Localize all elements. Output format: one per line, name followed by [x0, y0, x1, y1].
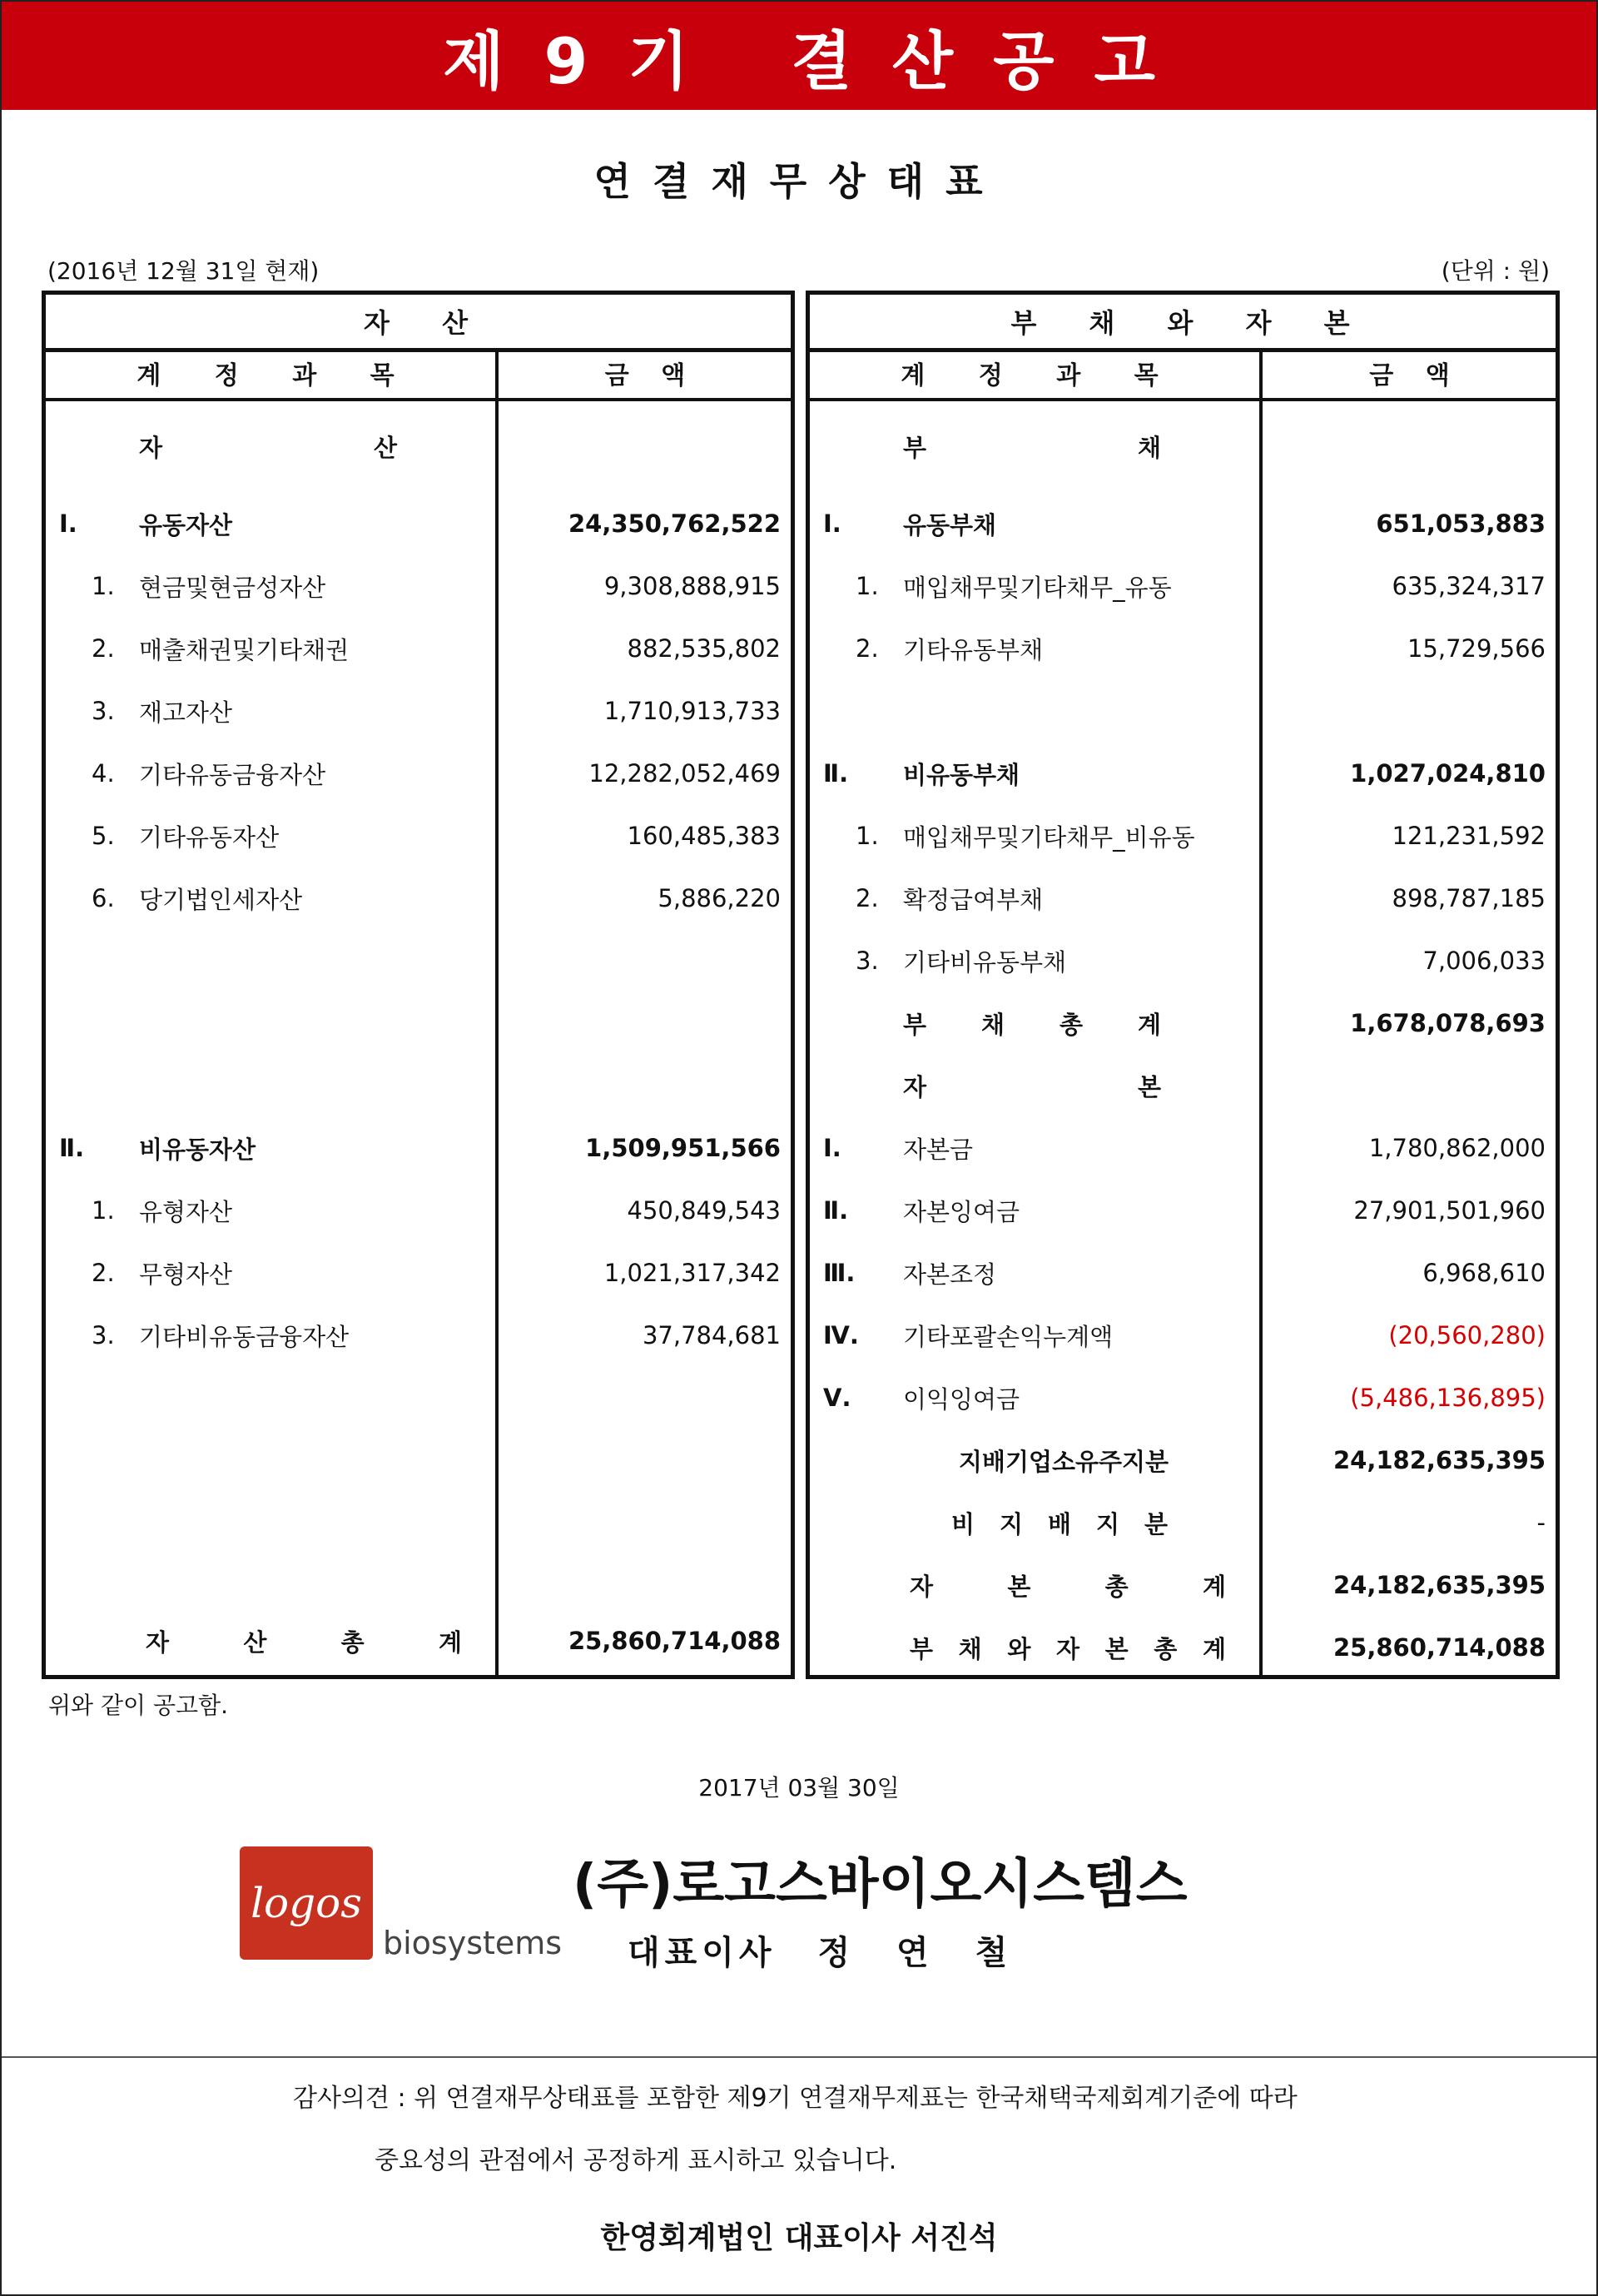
- row-sub-number: 6.: [92, 884, 115, 912]
- account-name: 자본조정: [903, 1260, 997, 1289]
- label-char: 총: [1154, 1634, 1178, 1663]
- liabilities-total-row-label: [903, 992, 1161, 1054]
- date-note: (2016년 12월 31일 현재): [47, 257, 320, 285]
- account-name: 비유동자산: [139, 1135, 256, 1164]
- account-name: 현금및현금성자산: [139, 573, 326, 602]
- row-number: Ⅰ.: [59, 509, 77, 538]
- table-row: [810, 1242, 1556, 1304]
- label-char: 비: [951, 1509, 975, 1538]
- assets-column-header: [46, 348, 791, 401]
- label-char: 분: [1144, 1509, 1168, 1538]
- assets-section-label: [46, 415, 791, 477]
- label-char: 총: [1059, 1010, 1083, 1039]
- company-logo: [240, 1846, 373, 1960]
- account-name: 이익잉여금: [903, 1384, 1020, 1414]
- label-char: 자: [903, 1072, 927, 1101]
- table-row: [810, 1180, 1556, 1241]
- amount: 9,308,888,915: [603, 572, 781, 600]
- row-sub-number: 1.: [92, 1196, 115, 1225]
- account-name: 매출채권및기타채권: [139, 635, 350, 664]
- label-char: 채: [980, 1010, 1005, 1039]
- row-sub-number: 2.: [92, 634, 115, 663]
- table-row: [46, 867, 791, 929]
- amount: 15,729,566: [1407, 634, 1546, 663]
- row-sub-number: 5.: [92, 822, 115, 850]
- label-char: 배: [1047, 1509, 1071, 1538]
- assets-total-row: [46, 1610, 791, 1672]
- account-column-header: 계 정 과 목: [136, 361, 404, 390]
- amount-column-header: 금 액: [1369, 361, 1450, 390]
- table-row: [46, 743, 791, 804]
- amount: 1,027,024,810: [1350, 759, 1546, 788]
- unit-note: (단위 : 원): [1441, 257, 1550, 285]
- non-controlling-row: [810, 1492, 1556, 1553]
- row-number: Ⅱ.: [59, 1134, 85, 1162]
- account-name: 당기법인세자산: [139, 885, 303, 914]
- assets-total-amount: 25,860,714,088: [568, 1627, 781, 1655]
- sign-date: 2017년 03월 30일: [698, 1774, 900, 1802]
- amount: 24,350,762,522: [568, 509, 781, 538]
- assets-section-label-label: [139, 415, 397, 477]
- liabilities-total-row: [810, 992, 1556, 1054]
- amount: 5,886,220: [658, 884, 781, 912]
- company-name: (주)로고스바이오시스템스: [573, 1854, 1188, 1916]
- liabilities-header: 부 채 와 자 본: [810, 295, 1556, 352]
- equity-section-label-label: [903, 1055, 1161, 1116]
- table-row: [46, 555, 791, 617]
- liabilities-section-label-label: [903, 415, 1161, 477]
- amount: 450,849,543: [627, 1196, 781, 1225]
- account-name: 기타비유동금융자산: [139, 1322, 350, 1351]
- table-row: [810, 1117, 1556, 1179]
- equity-total-row-label: [910, 1554, 1226, 1616]
- row-sub-number: 3.: [92, 1321, 115, 1349]
- row-sub-number: 4.: [92, 759, 115, 788]
- label-char: 자: [1055, 1634, 1079, 1663]
- label-char: 지: [999, 1509, 1023, 1538]
- label-char: 자: [910, 1572, 934, 1601]
- table-row: [46, 493, 791, 554]
- table-row: [46, 1305, 791, 1366]
- table-row: [810, 555, 1556, 617]
- row-number: Ⅰ.: [823, 1134, 841, 1162]
- row-number: Ⅳ.: [823, 1321, 859, 1349]
- amount: 651,053,883: [1376, 509, 1546, 538]
- label-char: 본: [1007, 1572, 1031, 1601]
- row-sub-number: 2.: [856, 634, 879, 663]
- assets-table: [42, 291, 795, 1679]
- logo-mark: logos: [251, 1879, 362, 1927]
- account-name: 유동부채: [903, 510, 997, 539]
- page-title: 제9기 결산공고: [443, 23, 1195, 98]
- grand-total-row-label: [910, 1617, 1226, 1678]
- table-row: [810, 867, 1556, 929]
- table-row: [810, 493, 1556, 554]
- amount: (5,486,136,895): [1350, 1384, 1546, 1412]
- account-name: 유동자산: [139, 510, 233, 539]
- amount: 1,509,951,566: [585, 1134, 781, 1162]
- account-name: 기타유동금융자산: [139, 760, 326, 789]
- liabilities-total-amount: 1,678,078,693: [1350, 1009, 1546, 1037]
- account-name: 기타유동부채: [903, 635, 1044, 664]
- label-char: 계: [1202, 1634, 1226, 1663]
- row-number: Ⅰ.: [823, 509, 841, 538]
- grand-total-amount: 25,860,714,088: [1332, 1633, 1546, 1662]
- account-column-header: 계 정 과 목: [901, 361, 1169, 390]
- account-name: 기타비유동부채: [903, 947, 1067, 977]
- table-row: [810, 1367, 1556, 1429]
- account-name: 매입채무및기타채무_비유동: [903, 822, 1195, 852]
- account-name: 재고자산: [139, 698, 233, 727]
- row-number: Ⅱ.: [823, 1196, 849, 1225]
- equity-total-row: [810, 1554, 1556, 1616]
- equity-total-amount: 24,182,635,395: [1332, 1571, 1546, 1599]
- label-char: 산: [243, 1628, 267, 1657]
- auditor-name: 한영회계법인 대표이사 서진석: [600, 2221, 998, 2255]
- controlling-interest-row: [810, 1429, 1556, 1491]
- table-row: [46, 1117, 791, 1179]
- controlling-interest-amount: 24,182,635,395: [1332, 1446, 1546, 1474]
- label-char: 산: [373, 433, 397, 462]
- row-sub-number: 2.: [92, 1259, 115, 1287]
- label-char: 와: [1007, 1634, 1031, 1663]
- row-number: Ⅲ.: [823, 1259, 856, 1287]
- label-char: 부: [903, 1010, 927, 1039]
- label-char: 총: [340, 1628, 365, 1657]
- amount: (20,560,280): [1388, 1321, 1546, 1349]
- non-controlling-amount: -: [1536, 1508, 1546, 1537]
- statement-title: 연결재무상태표: [593, 159, 1005, 204]
- amount: 1,710,913,733: [603, 697, 781, 725]
- account-name: 무형자산: [139, 1260, 233, 1289]
- amount: 898,787,185: [1392, 884, 1546, 912]
- label-char: 본: [1104, 1634, 1129, 1663]
- row-sub-number: 3.: [856, 947, 879, 975]
- account-name: 기타포괄손익누계액: [903, 1322, 1114, 1351]
- amount: 1,021,317,342: [603, 1259, 781, 1287]
- table-row: [46, 1242, 791, 1304]
- row-sub-number: 3.: [92, 697, 115, 725]
- row-number: Ⅱ.: [823, 759, 849, 788]
- row-sub-number: 1.: [92, 572, 115, 600]
- table-row: [810, 1305, 1556, 1366]
- account-name: 자본금: [903, 1135, 974, 1164]
- liabilities-equity-table: [806, 291, 1560, 1679]
- amount: 1,780,862,000: [1368, 1134, 1546, 1162]
- amount: 635,324,317: [1392, 572, 1546, 600]
- amount: 7,006,033: [1422, 947, 1546, 975]
- grand-total-row: [810, 1617, 1556, 1678]
- table-row: [810, 930, 1556, 991]
- table-row: [46, 618, 791, 679]
- audit-opinion-line-1: 감사의견 : 위 연결재무상태표를 포함한 제9기 연결재무제표는 한국채택국제회계기준에 따라: [293, 2084, 1298, 2113]
- label-char: 부: [910, 1634, 934, 1663]
- liabilities-column-header: [810, 348, 1556, 401]
- row-sub-number: 2.: [856, 884, 879, 912]
- label-char: 계: [1137, 1010, 1161, 1039]
- announcement-note: 위와 같이 공고함.: [48, 1692, 229, 1719]
- label-char: 본: [1137, 1072, 1161, 1101]
- table-row: [46, 1180, 791, 1241]
- account-name: 매입채무및기타채무_유동: [903, 573, 1172, 602]
- row-number: Ⅴ.: [823, 1384, 851, 1412]
- non-controlling-row-label: [951, 1492, 1168, 1553]
- assets-header: 자 산: [46, 295, 791, 352]
- label-char: 총: [1104, 1572, 1129, 1601]
- row-sub-number: 1.: [856, 822, 879, 850]
- divider: [2, 2056, 1596, 2058]
- label-char: 자: [146, 1628, 170, 1657]
- table-row: [46, 680, 791, 742]
- label-char: 지: [1095, 1509, 1119, 1538]
- amount: 882,535,802: [627, 634, 781, 663]
- amount: 6,968,610: [1422, 1259, 1546, 1287]
- amount: 121,231,592: [1392, 822, 1546, 850]
- label-char: 부: [903, 433, 927, 462]
- amount-column-header: 금 액: [604, 361, 686, 390]
- label-char: 채: [958, 1634, 982, 1663]
- logo-subtext: biosystems: [383, 1925, 563, 1961]
- account-name: 기타유동자산: [139, 822, 280, 852]
- account-name: 유형자산: [139, 1197, 233, 1226]
- row-sub-number: 1.: [856, 572, 879, 600]
- label-char: 자: [139, 433, 163, 462]
- liabilities-section-label: [810, 415, 1556, 477]
- audit-opinion-line-2: 중요성의 관점에서 공정하게 표시하고 있습니다.: [375, 2146, 897, 2175]
- equity-section-label: [810, 1055, 1556, 1116]
- ceo-name: 대표이사 정 연 철: [628, 1934, 1013, 1972]
- table-row: [810, 743, 1556, 804]
- amount: 37,784,681: [642, 1321, 781, 1349]
- table-row: [810, 805, 1556, 867]
- amount: 160,485,383: [627, 822, 781, 850]
- label-char: 채: [1137, 433, 1161, 462]
- account-name: 비유동부채: [903, 760, 1020, 789]
- table-row: [810, 618, 1556, 679]
- account-name: 자본잉여금: [903, 1197, 1020, 1226]
- table-row: [46, 805, 791, 867]
- amount: 27,901,501,960: [1353, 1196, 1546, 1225]
- title-banner: [2, 2, 1596, 110]
- assets-total-row-label: [146, 1610, 462, 1672]
- account-name: 확정급여부채: [903, 885, 1044, 914]
- amount: 12,282,052,469: [588, 759, 781, 788]
- controlling-interest-label: 지배기업소유주지분: [958, 1447, 1169, 1476]
- label-char: 계: [438, 1628, 462, 1657]
- label-char: 계: [1202, 1572, 1226, 1601]
